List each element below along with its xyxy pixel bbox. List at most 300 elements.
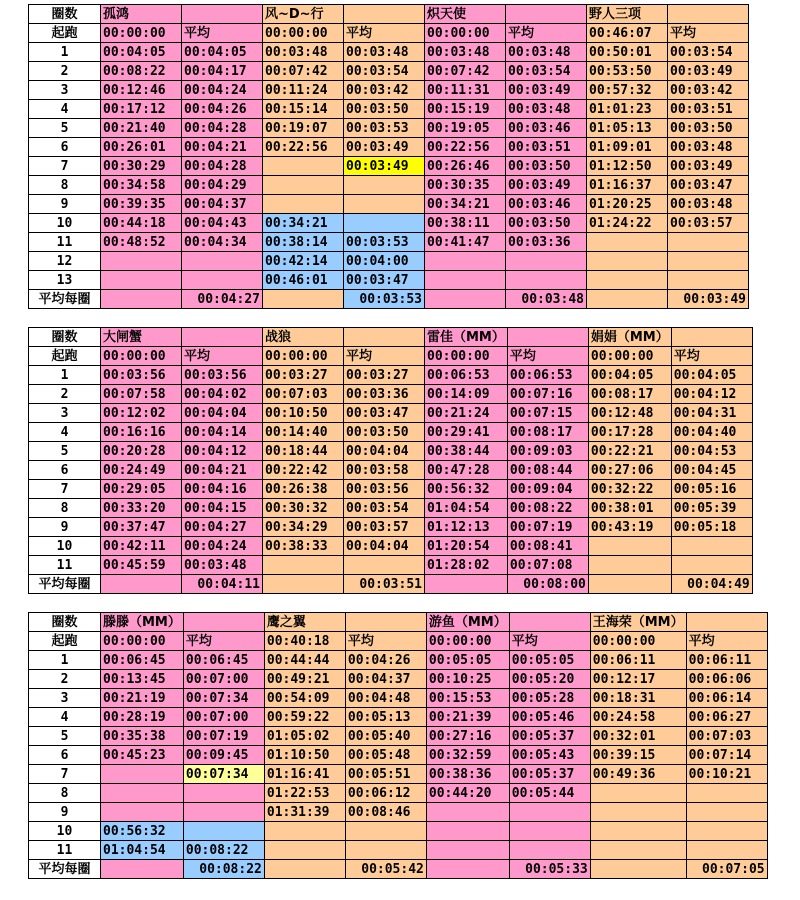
lap-row [29,689,768,708]
lap-split-time: 00:07:00 [183,670,264,689]
lap-split-time: 00:04:37 [182,195,263,214]
lap-cumulative-time: 00:42:14 [263,252,344,271]
header-blank [183,613,264,632]
lap-split-time: 00:05:28 [509,689,590,708]
lap-cumulative-time: 00:11:24 [263,81,344,100]
lap-split-time: 00:04:17 [182,62,263,81]
lap-cumulative-time: 00:33:20 [101,499,182,518]
lap-split-time: 00:04:00 [344,252,425,271]
avg-blank [426,860,509,879]
lap-split-time: 00:07:14 [686,746,767,765]
lap-split-time: 00:04:53 [671,442,752,461]
avg-header: 平均 [686,632,767,651]
lap-cumulative-time: 00:07:03 [263,385,344,404]
lap-cumulative-time: 00:53:50 [587,62,668,81]
start-time: 00:40:18 [264,632,345,651]
avg-header: 平均 [183,632,264,651]
lap-cumulative-time: 00:38:44 [425,442,508,461]
avg-per-lap-value: 00:04:27 [182,290,263,309]
lap-number: 10 [29,214,101,233]
lap-split-time: 00:03:51 [668,100,749,119]
lap-cumulative-time: 00:26:01 [101,138,182,157]
lap-row [29,43,749,62]
lap-cumulative-time: 00:57:32 [587,81,668,100]
lap-row [29,404,753,423]
lap-cumulative-time: 00:47:28 [425,461,508,480]
avg-per-lap-value: 00:03:53 [344,290,425,309]
lap-count-label: 圈数 [29,5,101,24]
avg-header: 平均 [345,632,426,651]
lap-cumulative-time: 00:12:17 [590,670,686,689]
lap-split-time: 00:03:57 [668,214,749,233]
lap-split-time: 00:03:49 [506,176,587,195]
lap-number: 6 [29,746,101,765]
lap-cumulative-time: 00:07:42 [425,62,506,81]
header-row [29,5,749,24]
lap-cumulative-time: 00:15:53 [426,689,509,708]
lap-number: 10 [29,822,101,841]
lap-split-time: 00:05:44 [509,784,590,803]
lap-split-time: 00:06:12 [345,784,426,803]
lap-cumulative-time: 00:26:46 [425,157,506,176]
lap-cumulative-time: 01:28:02 [425,556,508,575]
lap-number: 12 [29,252,101,271]
lap-row [29,784,768,803]
avg-per-lap-value: 00:04:11 [182,575,263,594]
header-blank [345,613,426,632]
lap-cumulative-time [101,271,182,290]
lap-row [29,81,749,100]
lap-cumulative-time: 00:32:22 [588,480,671,499]
avg-blank [590,860,686,879]
lap-cumulative-time: 00:39:15 [590,746,686,765]
lap-split-time: 00:03:46 [506,195,587,214]
lap-cumulative-time: 00:06:45 [101,651,184,670]
lap-cumulative-time [425,271,506,290]
lap-cumulative-time: 00:30:32 [263,499,344,518]
runner-name: 滕滕（MM） [101,613,184,632]
lap-cumulative-time: 00:12:02 [101,404,182,423]
lap-cumulative-time: 00:06:53 [425,366,508,385]
lap-row [29,271,749,290]
lap-cumulative-time: 00:34:29 [263,518,344,537]
lap-cumulative-time: 01:10:50 [264,746,345,765]
lap-cumulative-time [588,556,671,575]
lap-cumulative-time: 00:30:29 [101,157,182,176]
lap-number: 8 [29,499,101,518]
lap-row [29,651,768,670]
avg-blank [588,575,671,594]
lap-cumulative-time: 00:22:21 [588,442,671,461]
lap-split-time [345,822,426,841]
avg-row [29,860,768,879]
avg-blank [101,290,182,309]
avg-blank [587,290,668,309]
lap-cumulative-time: 01:09:01 [587,138,668,157]
lap-cumulative-time: 01:04:54 [425,499,508,518]
lap-number: 4 [29,423,101,442]
lap-split-time: 00:05:39 [671,499,752,518]
lap-cumulative-time [426,822,509,841]
start-time: 00:00:00 [263,24,344,43]
start-time: 00:00:00 [588,347,671,366]
lap-split-time [506,271,587,290]
runner-name: 孤鸿 [101,5,182,24]
lap-cumulative-time: 00:03:48 [263,43,344,62]
lap-cumulative-time: 00:10:50 [263,404,344,423]
lap-split-time [509,822,590,841]
lap-row [29,537,753,556]
avg-header: 平均 [671,347,752,366]
lap-split-time: 00:03:48 [506,100,587,119]
lap-cumulative-time: 01:05:02 [264,727,345,746]
avg-header: 平均 [344,347,425,366]
start-row [29,24,749,43]
lap-cumulative-time: 00:06:11 [590,651,686,670]
lap-split-time: 00:03:54 [506,62,587,81]
lap-split-time [182,252,263,271]
avg-blank [101,575,182,594]
lap-split-time: 00:03:48 [182,556,263,575]
lap-number: 3 [29,81,101,100]
lap-cumulative-time: 01:16:37 [587,176,668,195]
lap-cumulative-time: 00:32:59 [426,746,509,765]
header-blank [344,5,425,24]
lap-split-time: 00:06:45 [183,651,264,670]
lap-split-time: 00:04:04 [344,537,425,556]
lap-cumulative-time: 00:21:39 [426,708,509,727]
lap-split-time: 00:05:13 [345,708,426,727]
lap-split-time: 00:04:05 [671,366,752,385]
lap-cumulative-time: 00:07:58 [101,385,182,404]
lap-cumulative-time [590,784,686,803]
lap-split-time: 00:08:41 [507,537,588,556]
lap-cumulative-time: 00:11:31 [425,81,506,100]
lap-split-time: 00:07:19 [507,518,588,537]
lap-split-time [509,803,590,822]
lap-cumulative-time: 00:04:05 [588,366,671,385]
lap-cumulative-time: 00:18:31 [590,689,686,708]
lap-split-time: 00:03:27 [344,366,425,385]
lap-cumulative-time: 00:03:27 [263,366,344,385]
runner-name: 鹰之翼 [264,613,345,632]
avg-header: 平均 [182,347,263,366]
header-blank [509,613,590,632]
lap-cumulative-time: 00:44:18 [101,214,182,233]
lap-split-time: 00:03:54 [344,62,425,81]
avg-per-lap-value: 00:08:22 [183,860,264,879]
lap-split-time: 00:03:49 [668,62,749,81]
lap-split-time: 00:04:28 [182,119,263,138]
header-blank [686,613,767,632]
lap-split-time: 00:03:46 [506,119,587,138]
lap-cumulative-time: 00:21:24 [425,404,508,423]
lap-row [29,100,749,119]
lap-split-time [345,841,426,860]
lap-split-time [344,176,425,195]
avg-blank [264,860,345,879]
lap-cumulative-time: 00:49:21 [264,670,345,689]
lap-split-time: 00:04:34 [182,233,263,252]
lap-row [29,480,753,499]
lap-row [29,822,768,841]
lap-cumulative-time: 00:22:56 [263,138,344,157]
avg-header: 平均 [182,24,263,43]
lap-split-time: 00:03:48 [668,138,749,157]
lap-split-time: 00:04:21 [182,461,263,480]
lap-cumulative-time: 00:38:14 [263,233,344,252]
lap-row [29,252,749,271]
lap-split-time: 00:06:53 [507,366,588,385]
lap-split-time: 00:03:50 [668,119,749,138]
lap-split-time: 00:04:15 [182,499,263,518]
start-time: 00:00:00 [425,24,506,43]
avg-row [29,290,749,309]
runner-name: 野人三项 [587,5,668,24]
lap-row [29,803,768,822]
lap-number: 9 [29,518,101,537]
lap-split-time: 00:07:08 [507,556,588,575]
lap-split-time: 00:04:27 [182,518,263,537]
start-time: 00:00:00 [425,347,508,366]
lap-number: 11 [29,556,101,575]
lap-split-time: 00:03:54 [668,43,749,62]
lap-split-time: 00:03:48 [344,43,425,62]
lap-split-time: 00:05:43 [509,746,590,765]
header-row [29,613,768,632]
avg-blank [263,290,344,309]
start-time: 00:00:00 [101,632,184,651]
lap-cumulative-time [587,252,668,271]
lap-split-time: 00:04:05 [182,43,263,62]
lap-row [29,157,749,176]
lap-split-time: 00:03:47 [344,271,425,290]
lap-split-time [686,841,767,860]
lap-number: 6 [29,138,101,157]
lap-row [29,214,749,233]
lap-cumulative-time: 00:16:16 [101,423,182,442]
lap-split-time: 00:03:49 [344,138,425,157]
lap-split-time: 00:04:28 [182,157,263,176]
lap-cumulative-time [590,822,686,841]
lap-number: 3 [29,404,101,423]
lap-split-time [686,784,767,803]
lap-split-time: 00:04:14 [182,423,263,442]
lap-cumulative-time: 00:03:56 [101,366,182,385]
lap-cumulative-time: 01:12:13 [425,518,508,537]
lap-number: 5 [29,727,101,746]
lap-split-time: 00:04:02 [182,385,263,404]
lap-split-time [183,803,264,822]
lap-number: 6 [29,461,101,480]
lap-cumulative-time: 01:01:23 [587,100,668,119]
avg-header: 平均 [507,347,588,366]
start-row [29,347,753,366]
lap-split-time [183,822,264,841]
lap-cumulative-time: 00:45:59 [101,556,182,575]
lap-split-time: 00:04:04 [344,442,425,461]
lap-split-time: 00:03:51 [506,138,587,157]
lap-split-time [509,841,590,860]
lap-number: 5 [29,442,101,461]
start-time: 00:46:07 [587,24,668,43]
lap-split-time: 00:04:16 [182,480,263,499]
lap-split-time: 00:06:14 [686,689,767,708]
lap-cumulative-time: 00:44:20 [426,784,509,803]
lap-number: 13 [29,271,101,290]
avg-per-lap-label: 平均每圈 [29,290,101,309]
lap-cumulative-time: 00:49:36 [590,765,686,784]
lap-cumulative-time: 00:45:23 [101,746,184,765]
lap-split-time [344,556,425,575]
lap-split-time [668,252,749,271]
lap-cumulative-time: 00:38:01 [588,499,671,518]
lap-cumulative-time: 00:50:01 [587,43,668,62]
lap-split-time: 00:05:16 [671,480,752,499]
lap-number: 8 [29,176,101,195]
lap-cumulative-time: 00:13:45 [101,670,184,689]
lap-cumulative-time: 00:15:14 [263,100,344,119]
runner-name: 王海荣（MM） [590,613,686,632]
avg-blank [425,575,508,594]
lap-split-time: 00:04:48 [345,689,426,708]
start-label: 起跑 [29,347,101,366]
lap-split-time [506,252,587,271]
lap-split-time: 00:09:03 [507,442,588,461]
lap-number: 9 [29,195,101,214]
lap-cumulative-time: 00:21:40 [101,119,182,138]
lap-split-time: 00:03:56 [182,366,263,385]
lap-cumulative-time: 00:05:05 [426,651,509,670]
lap-cumulative-time [590,841,686,860]
lap-cumulative-time: 00:48:52 [101,233,182,252]
lap-number: 7 [29,157,101,176]
avg-header: 平均 [668,24,749,43]
lap-cumulative-time: 00:08:22 [101,62,182,81]
lap-split-time: 00:03:50 [506,214,587,233]
lap-split-time [668,233,749,252]
lap-split-time: 00:03:58 [344,461,425,480]
lap-split-time: 00:05:48 [345,746,426,765]
lap-cumulative-time: 01:05:13 [587,119,668,138]
lap-split-time: 00:09:04 [507,480,588,499]
lap-row [29,746,768,765]
lap-number: 1 [29,651,101,670]
lap-number: 4 [29,708,101,727]
lap-row [29,461,753,480]
lap-number: 2 [29,385,101,404]
lap-cumulative-time: 00:20:28 [101,442,182,461]
lap-cumulative-time: 00:03:48 [425,43,506,62]
runner-name: 炽天使 [425,5,506,24]
lap-split-time: 00:04:21 [182,138,263,157]
header-row [29,328,753,347]
lap-cumulative-time: 00:37:47 [101,518,182,537]
lap-split-time: 00:04:04 [182,404,263,423]
lap-cumulative-time: 01:24:22 [587,214,668,233]
start-time: 00:00:00 [590,632,686,651]
lap-split-time: 00:04:45 [671,461,752,480]
lap-number: 7 [29,765,101,784]
avg-per-lap-label: 平均每圈 [29,575,101,594]
lap-split-time: 00:05:37 [509,765,590,784]
runner-name: 游鱼（MM） [426,613,509,632]
avg-blank [263,575,344,594]
lap-cumulative-time: 00:27:16 [426,727,509,746]
header-blank [507,328,588,347]
lap-cumulative-time [101,803,184,822]
lap-cumulative-time: 00:08:17 [588,385,671,404]
lap-split-time: 00:03:54 [344,499,425,518]
lap-cumulative-time: 01:20:54 [425,537,508,556]
lap-split-time: 00:08:22 [507,499,588,518]
start-time: 00:00:00 [101,347,182,366]
lap-cumulative-time: 00:19:05 [425,119,506,138]
lap-split-time: 00:03:49 [668,157,749,176]
header-blank [671,328,752,347]
lap-row [29,708,768,727]
lap-split-time: 00:04:26 [182,100,263,119]
avg-per-lap-value: 00:03:48 [506,290,587,309]
lap-split-time [686,803,767,822]
lap-cumulative-time: 00:46:01 [263,271,344,290]
lap-split-time: 00:03:50 [344,100,425,119]
runner-name: 战狼 [263,328,344,347]
lap-row [29,176,749,195]
lap-cumulative-time: 01:22:53 [264,784,345,803]
lap-cumulative-time [425,252,506,271]
lap-row [29,499,753,518]
lap-row [29,366,753,385]
start-time: 00:00:00 [263,347,344,366]
lap-count-label: 圈数 [29,613,101,632]
lap-cumulative-time [101,765,184,784]
avg-header: 平均 [509,632,590,651]
lap-split-time [686,822,767,841]
lap-cumulative-time: 00:39:35 [101,195,182,214]
lap-split-time: 00:03:56 [344,480,425,499]
lap-split-time [344,214,425,233]
avg-per-lap-value: 00:05:33 [509,860,590,879]
lap-cumulative-time: 00:22:42 [263,461,344,480]
runner-name: 娟娟（MM） [588,328,671,347]
lap-row [29,727,768,746]
lap-split-time [182,271,263,290]
lap-cumulative-time: 00:15:19 [425,100,506,119]
runner-name: 风~D~行 [263,5,344,24]
header-blank [506,5,587,24]
lap-split-time: 00:07:34 [183,765,264,784]
header-blank [182,328,263,347]
lap-split-time: 00:05:40 [345,727,426,746]
lap-row [29,556,753,575]
lap-cumulative-time: 01:31:39 [264,803,345,822]
lap-number: 7 [29,480,101,499]
lap-split-time: 00:07:34 [183,689,264,708]
lap-split-time: 00:05:51 [345,765,426,784]
lap-split-time: 00:05:05 [509,651,590,670]
lap-cumulative-time: 00:54:09 [264,689,345,708]
lap-split-time: 00:06:27 [686,708,767,727]
header-blank [344,328,425,347]
lap-row [29,423,753,442]
lap-number: 11 [29,233,101,252]
lap-row [29,138,749,157]
lap-split-time: 00:03:42 [668,81,749,100]
lap-cumulative-time: 00:22:56 [425,138,506,157]
start-time: 00:00:00 [101,24,182,43]
lap-cumulative-time: 01:12:50 [587,157,668,176]
